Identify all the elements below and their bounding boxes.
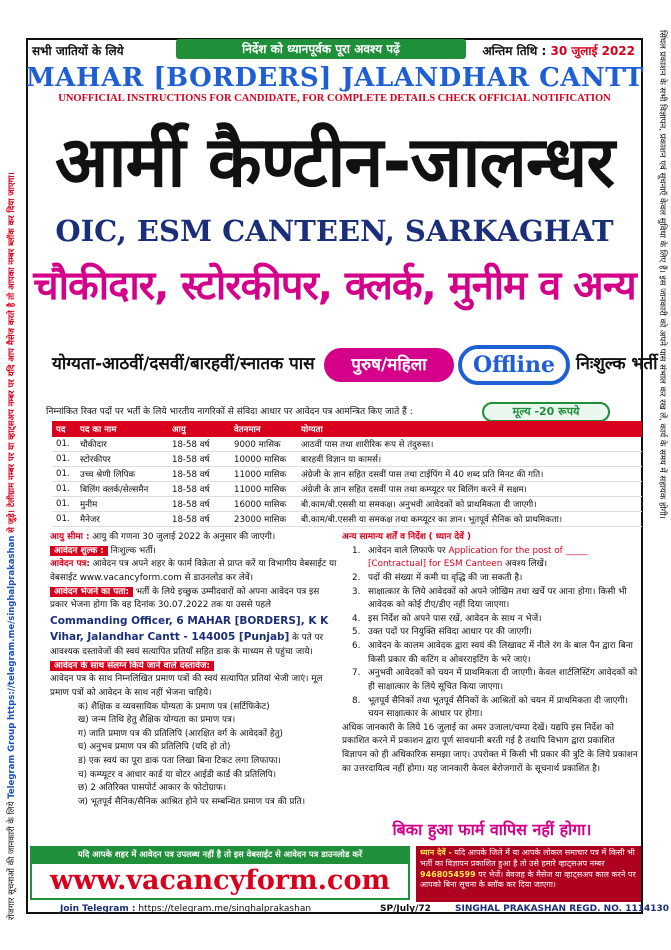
- price-badge: मूल्य -20 रूपये: [482, 402, 610, 422]
- cell-qualification: बी.काम/बी.एससी या समकक्ष तथा कम्प्यूटर का ज्ञान। भूतपूर्व सैनिक को प्राथमिकता।: [297, 512, 642, 527]
- table-row: [52, 467, 642, 482]
- cell-pay: 11000 मासिक: [230, 467, 297, 482]
- list-item: घ) अनुभव प्रमाण पत्र की प्रतिलिपि (यदि हो तो): [78, 742, 231, 753]
- website-link[interactable]: www.vacancyform.com: [30, 862, 410, 900]
- form-section: [50, 558, 338, 585]
- cell-age: 18-58 वर्ष: [168, 512, 230, 527]
- documents-section: [50, 660, 338, 810]
- cell-age: 18-58 वर्ष: [168, 437, 230, 452]
- left-column: [50, 531, 338, 810]
- list-item: 6. आवेदन के कालम आवेदक द्वारा स्वयं की लिखावट में नीले रंग के बाल पैन द्वारा बिना किसी प्रकार की कटिंग व ओवरराइटिंग के भरे जाएं।: [352, 641, 633, 665]
- col-header-post: पद का नाम: [76, 421, 168, 437]
- gender-badge: पुरुष/महिला: [324, 348, 454, 382]
- whatsapp-notice-text-b: पर भेजें। बेवजह के मैसेज या व्हाट्सअप काल करने पर आपको बिना सूचना के ब्लॉक कर दिया जाएगा।: [420, 869, 636, 890]
- whatsapp-notice-heading: ध्यान देवें -: [420, 848, 452, 857]
- documents-intro: आवेदन पत्र के साथ निम्नलिखित प्रमाण पत्रों की स्वयं सत्यापित प्रतियां भेजी जाएं। मूल प्रमाण पत्रों को आवेदन के साथ नहीं भेजना चाहिये।: [50, 674, 323, 698]
- right-column: [342, 531, 638, 776]
- documents-list: [78, 701, 338, 810]
- list-item: 5. उक्त पदों पर नियुक्ति संविदा आधार पर की जाएगी।: [352, 627, 532, 638]
- last-date-value: 30 जुलाई 2022: [550, 44, 635, 58]
- cell-count: 01.: [52, 437, 76, 452]
- last-date-label: अन्तिम तिथि :: [482, 44, 547, 58]
- right-margin-text: [658, 30, 667, 910]
- cell-pay: 23000 मासिक: [230, 512, 297, 527]
- col-header-pay: वेतनमान: [230, 421, 297, 437]
- instructions-list: [352, 545, 638, 722]
- documents-heading: आवेदन के साथ संलग्न किये जाने वाले दस्तावेज:: [50, 661, 214, 671]
- list-item: 1. आवेदन वाले लिफाफे पर Application for the post of _____ [Contractual] for ESM Canteen अवश्य लिखें।: [352, 545, 588, 570]
- fee-text: निःशुल्क भर्ती।: [110, 545, 156, 556]
- age-limit-section: [50, 531, 338, 545]
- cell-post: बिलिंग क्लर्क/सेल्समैन: [76, 482, 168, 497]
- cell-qualification: बी.काम/बी.एससी या समकक्ष। अनुभवी आवेदकों को प्राथमिकता दी जाएगी।: [297, 497, 642, 512]
- table-row: [52, 512, 642, 527]
- whatsapp-notice: [416, 846, 641, 902]
- intro-notice: निम्नांकित रिक्त पदों पर भर्ती के लिये भारतीय नागरिकों से संविदा आधार पर आवेदन पत्र आमन्त्रित किए जाते हैं :: [46, 407, 413, 417]
- table-row: [52, 482, 642, 497]
- cell-pay: 11000 मासिक: [230, 482, 297, 497]
- left-margin-warning: से जुड़े। टेलीग्राम नम्बर पर या व्हाट्सअप नम्बर पर यदि आप मैसेज करते है तो आपका नम्बर ब्लॉक कर दिया जाएगा।: [7, 172, 17, 533]
- cell-pay: 10000 मासिक: [230, 452, 297, 467]
- right-margin-main: सिंघल प्रकाशन के सभी विज्ञापन, प्रकाशन एवं सूचनाएँ केवल सुविधा के लिए हैं। इस जानकारी को अपने पास संभाल कर रख लें, कार्य के समय में सहायक होगी।: [657, 30, 667, 519]
- fee-heading: आवेदन शुल्क :: [50, 546, 108, 556]
- whatsapp-number: 9468054599: [420, 869, 476, 879]
- list-item: ख) जन्म तिथि हेतु शैक्षिक योग्यता का प्रमाण पत्र।: [78, 715, 236, 726]
- list-item: क) शैक्षिक व व्यवसायिक योग्यता के प्रमाण पत्र (सर्टिफिकेट): [78, 701, 270, 712]
- cell-post: उच्च श्रेणी लिपिक: [76, 467, 168, 482]
- qualification-text: योग्यता-आठवीं/दसवीं/बारहवीं/स्नातक पास: [52, 354, 315, 374]
- age-limit-heading: आयु सीमा :: [50, 532, 90, 542]
- cell-count: 01.: [52, 497, 76, 512]
- form-heading: आवेदन पत्र:: [50, 559, 90, 570]
- list-item: 7. अनुभवी आवेदकों को चयन में प्राथमिकता दी जाएगी। केवल शार्टलिस्टिंग आवेदकों को ही साक्षात्कार के लिये सूचित किया जाएगा।: [352, 668, 638, 692]
- list-item: ड) एक स्वयं का पूरा डाक पता लिखा बिना टिकट लगा लिफाफा।: [78, 756, 281, 766]
- telegram-link[interactable]: https://telegram.me/singhalprakashan: [7, 535, 17, 720]
- cell-age: 18-58 वर्ष: [168, 497, 230, 512]
- envelope-label-highlight: Application for the post of _____ [Contractual] for ESM Canteen: [368, 545, 588, 570]
- cell-post: चौकीदार: [76, 437, 168, 452]
- list-item: छ) 2 अतिरिक्त पासपोर्ट आकार के फोटोग्राफ।: [78, 783, 227, 794]
- cell-post: मुनीम: [76, 497, 168, 512]
- age-limit-text: आयु की गणना 30 जुलाई 2022 के अनुसार की जाएगी।: [92, 532, 276, 542]
- instructions-heading-row: [342, 531, 638, 545]
- instructions-heading: अन्य सामान्य शर्तें व निर्देश: [342, 532, 426, 542]
- top-bar: [26, 38, 643, 62]
- footer: [30, 904, 670, 918]
- col-header-qualification: योग्यता: [297, 421, 642, 437]
- unofficial-disclaimer: UNOFFICIAL INSTRUCTIONS FOR CANDIDATE, FOR COMPLETE DETAILS CHECK OFFICIAL NOTIFICATION: [58, 93, 611, 104]
- cell-qualification: अंग्रेजी के ज्ञान सहित दसवीं पास तथा कम्प्यूटर पर बिलिंग करने में सक्षम।: [297, 482, 642, 497]
- fee-section: [50, 545, 338, 559]
- posts-table: [52, 421, 642, 527]
- list-item: च) कम्प्यूटर व आधार कार्ड या वोटर आईडी कार्ड की प्रतिलिपि।: [78, 769, 277, 780]
- send-address-text: भर्ती के लिये इच्छुक उम्मीदवारों को अपना आवेदन पत्र इस प्रकार भेजना होगा कि वह दिनांक 30.07.2022 तक या उससे पहले: [50, 586, 320, 611]
- cell-qualification: अंग्रेजी के ज्ञान सहित दसवीं पास तथा टाईपिंग में 40 शब्द प्रति मिनट की गति।: [297, 467, 642, 482]
- page-subtitle: OIC, ESM CANTEEN, SARKAGHAT: [55, 214, 614, 248]
- col-header-age: आयु: [168, 421, 230, 437]
- left-margin-main: रोजगार सूचनाओं की जानकारी के लिये: [7, 801, 17, 920]
- list-item: 3. साक्षात्कार के लिये आवेदकों को अपने जोखिम तथा खर्चे पर आना होगा। किसी भी आवेदक को कोई टीए/डीए नहीं दिया जाएगा।: [352, 586, 627, 611]
- cell-count: 01.: [52, 452, 76, 467]
- send-address-section: [50, 586, 338, 660]
- cell-post: मैनेजर: [76, 512, 168, 527]
- cell-age: 18-58 वर्ष: [168, 452, 230, 467]
- cell-count: 01.: [52, 482, 76, 497]
- table-header-row: [52, 421, 642, 437]
- cell-post: स्टोरकीपर: [76, 452, 168, 467]
- table-row: [52, 437, 642, 452]
- table-row: [52, 497, 642, 512]
- footer-telegram-label: Join Telegram :: [60, 904, 136, 914]
- cell-age: 18-58 वर्ष: [168, 467, 230, 482]
- left-margin-text: [8, 20, 17, 920]
- telegram-group-label: Telegram Group: [7, 722, 17, 799]
- list-item: 4. इस निर्देश को अपने पास रखें, आवेदन के साथ न भेजें।: [352, 613, 542, 624]
- page-title: आर्मी कैण्टीन-जालन्धर: [54, 121, 615, 203]
- unit-name: MAHAR [BORDERS] JALANDHAR CANTT: [26, 63, 645, 93]
- send-address-heading: आवेदन भेजने का पता:: [50, 587, 133, 597]
- footer-code: SP/July/72: [380, 904, 431, 914]
- footer-telegram: [60, 904, 311, 914]
- last-date: [482, 42, 635, 59]
- cell-count: 01.: [52, 512, 76, 527]
- header-left: सभी जातियों के लिये: [32, 44, 124, 58]
- footer-publisher: SINGHAL PRAKASHAN REGD. NO. 1114130: [455, 904, 670, 914]
- cell-count: 01.: [52, 467, 76, 482]
- posts-banner: चौकीदार, स्टोरकीपर, क्लर्क, मुनीम व अन्य: [33, 263, 636, 309]
- download-notice: यदि आपके शहर में आवेदन पत्र उपलब्ध नहीं है तो इस वेबसाईट से आवेदन पत्र डाउनलोड करें: [30, 846, 410, 862]
- whatsapp-notice-text-a: यदि आपके जिले में या आपके लोकल समाचार पत्र में किसी भी भर्ती का विज्ञापन प्रकाशित हुआ है तो उसे हमारे व्हाट्सअप नम्बर: [420, 848, 635, 868]
- send-address-tail: के पते पर आवश्यक दस्तावेजों की स्वयं सत्यापित प्रतियाँ सहित डाक के माध्यम से पहुंचा जाये।: [50, 633, 324, 657]
- cell-age: 18-58 वर्ष: [168, 482, 230, 497]
- general-note: अधिक जानकारी के लिये 16 जुलाई का अमर उजाला/चम्पा देखें। यद्यपि इस निर्देश को प्रकाशित करने में प्रकाशन द्वारा पूर्ण सावधानी बरती गई है तथापि विभाग द्वारा प्रकाशित विज्ञापन को ही अधिकारिक समझा जाए। उपरोक्त में किसी भी प्रकार की त्रुटि के लिये प्रकाशन का उत्तरदायित्व नहीं होगा। यह जानकारी केवल बेरोजगारों के सूचनार्थ प्रकाशित है।: [342, 722, 638, 774]
- offline-badge: Offline: [458, 345, 570, 385]
- cell-qualification: बारहवीं विज्ञान या कामर्स।: [297, 452, 642, 467]
- form-text: आवेदन पत्र अपने शहर के फार्म विक्रेता से प्राप्त करें या विभागीय वेबसाईट या वेबसाईट www.vacancyform.com से डाउनलोड कर लेवें।: [50, 559, 337, 583]
- table-row: [52, 452, 642, 467]
- list-item: 8. भूतपूर्व सैनिकों तथा भूतपूर्व सैनिकों के आश्रितों को चयन में प्राथमिकता दी जाएगी। चयन साक्षात्कार के आधार पर होगा।: [352, 695, 629, 720]
- list-item: ज) भूतपूर्व सैनिक/सैनिक आश्रित होने पर सम्बन्धित प्रमाण पत्र की प्रति।: [78, 796, 306, 807]
- cell-pay: 16000 मासिक: [230, 497, 297, 512]
- cell-qualification: आठवीं पास तथा शारीरिक रूप से तंदुरुस्त।: [297, 437, 642, 452]
- header-instruction-badge: निर्देश को ध्यानपूर्वक पूरा अवश्य पढ़ें: [176, 39, 466, 59]
- col-header-count: पद: [52, 421, 76, 437]
- list-item: 2. पदों की संख्या में कमी या वृद्धि की जा सकती है।: [352, 572, 523, 583]
- no-refund-notice: बिका हुआ फार्म वापिस नहीं होगा।: [392, 820, 592, 839]
- list-item: ग) जाति प्रमाण पत्र की प्रतिलिपि (आरक्षित वर्ग के आवेदकों हेतु): [78, 728, 283, 739]
- instructions-note: ( ध्यान देवें ): [428, 532, 472, 542]
- qualification-row: [30, 345, 658, 387]
- cell-pay: 9000 मासिक: [230, 437, 297, 452]
- footer-telegram-link[interactable]: https://telegram.me/singhalprakashan: [138, 904, 312, 914]
- postal-address: Commanding Officer, 6 MAHAR [BORDERS], K K Vihar, Jalandhar Cantt - 144005 [Punjab]: [50, 614, 329, 644]
- free-recruitment: निःशुल्क भर्ती: [576, 354, 658, 374]
